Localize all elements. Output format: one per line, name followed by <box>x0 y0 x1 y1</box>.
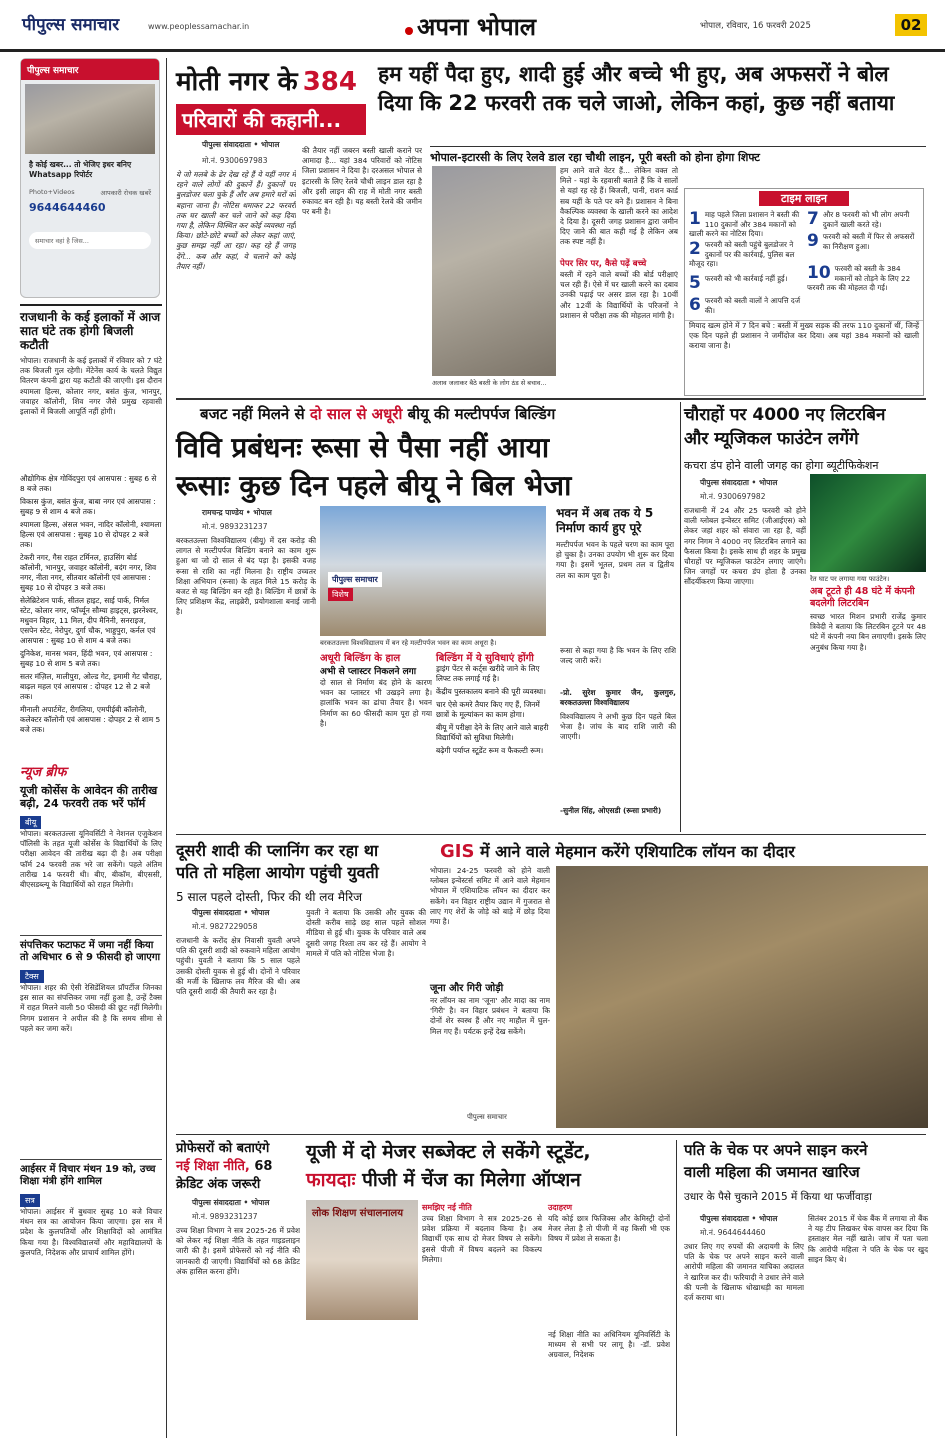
ug-quote: नई शिक्षा नीति का अधिनियम यूनिवर्सिटी के माध्यम से सभी पर लागू है। -डॉ. प्रवेश अग्रवाल, निदेशक <box>548 1330 670 1360</box>
gis-sub: जूना और गिरी जोड़ी <box>430 983 504 994</box>
timeline-text: फरवरी को बस्ती पहुंचे बुलडोजर ने दुकानों पर की कार्रवाई, पुलिस बल मौजूद रहा। <box>689 240 795 269</box>
list-item: औद्योगिक क्षेत्र गोविंदपुरा एवं आसपास : सुबह 6 से 8 बजे तक। <box>20 474 157 493</box>
section-title <box>405 10 536 43</box>
bu-body-2: दो साल से निर्माण बंद होने के कारण भवन का प्लास्टर भी उखड़ने लगा है। हालांकि भवन का ढांचा तैयार है। भवन निर्माण का 60 फीसदी काम पूरा हो गया है। <box>320 678 432 728</box>
power-cut-list <box>20 474 162 764</box>
bu-sub-2: बिल्डिंग में ये सुविधाएं होंगी <box>436 653 534 664</box>
brief-tag-1: बीयू <box>20 816 41 829</box>
whatsapp-ad[interactable] <box>20 58 160 298</box>
moti-number: 384 <box>302 67 357 97</box>
bu-side-headline: भवन में अब तक ये 5 निर्माण कार्य हुए पूरे <box>556 506 654 535</box>
check-headline-1: पति के चेक पर अपने साइन करने <box>684 1141 868 1159</box>
check-body-2: सितंबर 2015 में चेक बैंक में लगाया तो बैंक ने यह टीप लिखकर चेक वापस कर दिया कि हस्ताक्षर मेल नहीं खाते। जांच में पता चला कि आरोपी महिला ने पति के चेक पर खुद साइन किए थे। <box>808 1214 928 1264</box>
bu-kicker-a: बजट नहीं मिलने से <box>200 405 305 423</box>
timeline-item <box>807 210 919 232</box>
ug-sub-2: उदाहरण <box>548 1203 573 1212</box>
section-rule <box>176 398 926 400</box>
shaadi-headline-2: पति तो महिला आयोग पहुंची युवती <box>176 863 379 882</box>
bu-mobile: मो.नं. 9893231237 <box>202 522 268 531</box>
photo-credit: पीपुल्स समाचार <box>464 1112 510 1123</box>
list-item: बीयू में परीक्षा देने के लिए आने वाले बाहरी विद्यार्थियों को सुविधा मिलेगी। <box>436 723 549 742</box>
timeline-item <box>689 210 801 240</box>
check-headline-2: वाली महिला की जमानत खारिज <box>684 1163 860 1181</box>
brief-headline-2: संपत्तिकर फटाफट में जमा नहीं किया तो अधिभार 6 से 9 फीसदी हो जाएगा <box>20 935 162 964</box>
gis-tag: GIS <box>440 841 475 862</box>
list-item: मीनाली अपार्टमेंट, रीगलिया, एमपीईबी कॉलोनी, कलेक्टर कॉलोनी एवं आसपास : दोपहर 2 से शाम 5 बजे तक। <box>20 705 161 734</box>
chowk-mobile: मो.नं. 9300697982 <box>700 492 766 501</box>
bu-caption: बरकतउल्ला विश्वविद्यालय में बन रहे मल्टीपर्पज भवन का काम अधूरा है। <box>320 639 497 647</box>
timeline-item <box>689 296 801 318</box>
bu-kicker <box>200 404 670 424</box>
check-deck: उधार के पैसे चुकाने 2015 में किया था फर्जीवाड़ा <box>684 1191 872 1203</box>
prof-headline-2a: नई शिक्षा नीति, <box>176 1159 250 1174</box>
page-number: 02 <box>895 14 927 36</box>
timeline-item <box>689 274 801 296</box>
brief-body-2: भोपाल। शहर की ऐसी रेसिडेंशियल प्रॉपर्टीज जिनका इस साल का संपत्तिकर जमा नहीं हुआ है, उन्हें टैक्स में राहत मिलने वाली 50 फीसदी की छूट नहीं मिलेगी। निगम प्रशासन ने अपील की है कि समय सीमा से पहले कर जमा करें। <box>20 983 162 1033</box>
moti-kicker <box>176 62 371 98</box>
list-item: ड्राइंग पेंटर से कर्ट्स खरीदे जाने के लिए लिफ्ट तक लगाई गई है। <box>436 664 540 683</box>
timeline-num: 9 <box>807 231 819 251</box>
chowk-headline-2: और म्यूजिकल फाउंटेन लगेंगे <box>684 429 859 449</box>
ad-phone[interactable]: 9644644460 <box>29 201 106 214</box>
column-divider <box>680 402 681 832</box>
shaadi-body: राजधानी के करोंद क्षेत्र निवासी युवती अपने पति की दूसरी शादी को रुकवाने महिला आयोग पहुंची। युवती ने बताया कि 5 साल पहले उसकी दोस्ती युवक से हुई थी। दोनों ने परिवार की मर्जी के खिलाफ लव मैरिज की थी। अब पति दूसरी शादी की तैयारी कर रहा है। <box>176 936 300 997</box>
moti-col-2: की तैयार नहीं जबरन बस्ती खाली कराने पर आमादा है... यहां 384 परिवारों को नोटिस जिला प्रशासन ने दिया है। दरअसल भोपाल से इटारसी के लिए रेलवे चौथी लाइन डाल रहा है और इसी लाइन की राह में मोती नगर बस्ती रुकावट बन रही है। यह बस्ती रेलवे की जमीन पर बनी है। <box>302 146 422 217</box>
bu-headline-2: रूसाः कुछ दिन पहले बीयू ने बिल भेजा <box>176 469 572 502</box>
list-item: केंद्रीय पुस्तकालय बनाने की पूरी व्यवस्था। <box>436 687 546 696</box>
bu-quote-1: रूसा से कहा गया है कि भवन के लिए राशि जल्द जारी करें। <box>560 646 676 666</box>
moti-kicker-text: मोती नगर के <box>176 67 298 97</box>
timeline-label: टाइम लाइन <box>759 191 849 206</box>
bu-building-photo <box>320 506 546 636</box>
timeline-num: 6 <box>689 295 701 315</box>
ad-reporter-label: आपकारी रोचक खबरें <box>100 189 151 197</box>
brief-tag-3: सत्र <box>20 1194 40 1207</box>
moti-banner: परिवारों की कहानी... <box>176 104 366 135</box>
chowk-sub-body: स्वच्छ भारत मिशन प्रभारी राजेंद्र कुमार त्रिवेदी ने बताया कि लिटरबिन टूटने पर 48 घंटे में कंपनी नया बिन लगाएगी। इसके लिए अनुबंध किया गया है। <box>810 612 926 652</box>
ad-input[interactable]: समाचार वहां है जिस... <box>29 232 151 249</box>
timeline-text: फरवरी को बस्ती के 384 मकानों को तोड़ने के लिए 22 फरवरी तक की मोहलत दी गई। <box>807 264 911 293</box>
prof-body: उच्च शिक्षा विभाग ने सत्र 2025-26 में प्रवेश को लेकर नई शिक्षा नीति के तहत गाइडलाइन जारी की है। इसमें प्रोफेसरों को नई नीति की जानकारी दी जाएगी। विद्यार्थियों को 68 क्रेडिट अंक हासिल करना होंगे। <box>176 1226 300 1276</box>
timeline-item <box>807 232 919 264</box>
list-item: दुनिकेश, मानस भवन, हिंदी भवन, एवं आसपास : सुबह 10 से शाम 5 बजे तक। <box>20 649 153 668</box>
moti-headline: हम यहीं पैदा हुए, शादी हुई और बच्चे भी हुए, अब अफसरों ने बोल दिया कि 22 फरवरी तक चले जाओ, लेकिन कहां, कुछ नहीं बताया <box>378 62 895 115</box>
chowk-headline-1: चौराहों पर 4000 नए लिटरबिन <box>684 405 886 425</box>
prof-headline-1: प्रोफेसरों को बताएंगे <box>176 1141 270 1156</box>
gis-body: भोपाल। 24-25 फरवरी को होने वाली ग्लोबल इन्वेस्टर्स समिट में आने वाले मेहमान भोपाल में एशियाटिक लॉयन का दीदार कर सकेंगे। वन विहार राष्ट्रीय उद्यान में गुजरात से लाए गए शेरों के जोड़े को बाड़े में छोड़ दिया गया है। <box>430 866 550 927</box>
bu-side-body: मल्टीपर्पज भवन के पहले चरण का काम पूरा हो चुका है। उनका उपयोग भी शुरू कर दिया गया है। इसमें भूतल, प्रथम तल व द्वितीय तल का काम पूरा है। <box>556 540 674 580</box>
bu-kicker-c: बीयू की मल्टीपर्पज बिल्डिंग <box>407 405 556 423</box>
moti-col-1: ये जो मलबे के ढेर देख रहे हैं ये यहीं नगर में रहने वाले लोगों की दुकानें हैं। दुकानों पर बुलडोजर चला चुके हैं और अब हमारे घरों को बहाना जाना है। नोटिस थमाकर 22 फरवरी तक घर खाली कर चले जाने को कह दिया गया है, लेकिन विस्थित कर कोई व्यवस्था नहीं किया। छोटे-छोटे बच्चों को लेकर कहां जाएं, कुछ समझ नहीं आ रहा। कह रहे हैं जगह देंगे... कब और कहां, ये चलाने को कोई तैयार नहीं। <box>176 170 296 271</box>
list-item: टेकरी नगर, गैस राहत टर्मिनल, हाउसिंग बोर्ड कॉलोनी, भानपुर, जवाहर कॉलोनी, बदंग नगर, शिव नगर, नीता नगर, सीतवार कॉलोनी एवं आसपास : सुबह 10 से दोपहर 3 बजे तक। <box>20 553 157 592</box>
moti-photo <box>432 166 556 376</box>
shaadi-headline-1: दूसरी शादी की प्लानिंग कर रहा था <box>176 841 379 860</box>
timeline-text: फरवरी को भी कार्रवाई नहीं हुई। <box>704 274 788 283</box>
timeline-num: 2 <box>689 239 701 259</box>
chowk-deck: कचरा डंप होने वाली जगह का होगा ब्यूटीफिकेशन <box>684 459 879 472</box>
list-item: श्यामला हिल्स, अंसल भवन, नादिर कॉलोनी, श्यामला हिल्स एवं आसपास : सुबह 10 से दोपहर 2 बजे तक। <box>20 520 162 549</box>
ug-headline-2a: फायदाः <box>306 1169 356 1191</box>
ug-headline-2 <box>306 1168 666 1192</box>
news-brief-label: न्यूज ब्रीफ <box>20 765 67 780</box>
check-mobile: मो.नं. 9644644460 <box>700 1228 766 1237</box>
moti-byline: पीपुल्स संवाददाता • भोपाल <box>202 140 280 149</box>
timeline-text: और 8 फरवरी को भी लोग अपनी दुकानें खाली करते रहे। <box>822 210 910 229</box>
ad-photo-label: Photo+Videos <box>29 188 75 196</box>
list-item: बढ़ेगी पर्याप्त स्टूडेंट रूम व फैकल्टी रूम। <box>436 746 544 755</box>
section-dot-icon <box>405 27 413 35</box>
bu-sub-1: अधूरी बिल्डिंग के हाल <box>320 653 401 664</box>
ug-body: उच्च शिक्षा विभाग ने सत्र 2025-26 से प्रवेश प्रक्रिया में बदलाव किया है। अब विद्यार्थी एक साथ दो मेजर विषय ले सकेंगे। इससे पीजी में विषय बदलने का विकल्प मिलेगा। <box>422 1214 542 1264</box>
list-item: सेलेब्रिटेशन पार्क, सीतल हाइट, साई पार्क, निर्मल स्टेट, कोलार नगर, फॉर्च्यून सौम्या हाइट्स, झरनेश्वर, मधुवन विहार, 11 मिल, दीप मैनिनी, सनराइज, एसपेन स्टेट, नेरोपुर, दुर्गा चौक, भाड्डपुरा, कर्नल एवं आसपास : सुबह 10 से शाम 4 बजे तक। <box>20 596 159 645</box>
timeline-num: 7 <box>807 209 819 229</box>
lok-sign-text: लोक शिक्षण संचालनालय <box>312 1208 404 1219</box>
shaadi-mobile: मो.नं. 9827229058 <box>192 922 258 931</box>
power-cut-body: भोपाल। राजधानी के कई इलाकों में रविवार को 7 घंटे तक बिजली गुल रहेगी। मेंटेनेंस कार्य के चलते विद्युत वितरण कंपनी द्वारा यह कटौती की जाएगी। इस दौरान श्यामला हिल्स, कोलार नगर, बसंत कुंज, भानपुर, जवाहर कॉलोनी, शिव नगर जैसे प्रमुख रहवासी इलाकों में बिजली आपूर्ति नहीं होगी। <box>20 356 162 417</box>
moti-deck: भोपाल-इटारसी के लिए रेलवे डाल रहा चौथी लाइन, पूरी बस्ती को होना होगा शिफ्ट <box>430 146 926 165</box>
ug-sub: समझिए नई नीति <box>422 1203 472 1212</box>
shaadi-byline: पीपुल्स संवाददाता • भोपाल <box>192 908 270 917</box>
timeline-box <box>684 188 924 396</box>
list-item: विकास कुंज, बसंत कुंज, बाबा नगर एवं आसपास : सुबह 9 से शाम 4 बजे तक। <box>20 497 156 516</box>
lok-building-photo <box>306 1200 418 1320</box>
prof-headline-3: क्रेडिट अंक जरूरी <box>176 1177 261 1192</box>
moti-col-3: हम आने वाले वेटर हैं... लेकिन वक्त तो मिले - यहां के रहवासी बताते हैं कि वे सालों से यहां रह रहे हैं। बिजली, पानी, राशन कार्ड सब यहीं के पते पर बने हैं। प्रशासन ने बिना वैकल्पिक व्यवस्था के खाली करने का आदेश दे दिया है। दूसरी जगह प्रशासन द्वारा जमीन दिए जाने की बात कही गई है लेकिन अब तक स्पष्ट नहीं है। <box>560 166 678 247</box>
list-item: चार ऐसे कमरे तैयार किए गए हैं, जिनमें छात्रों के मूल्यांकन का काम होगा। <box>436 700 540 719</box>
moti-caption: अलाव जलाकर बैठे बस्ती के लोग ठंड से बचाव... <box>432 379 547 387</box>
timeline-text: फरवरी को बस्ती वालों ने आपत्ति दर्ज की। <box>704 296 801 315</box>
photo-watermark: पीपुल्स समाचार <box>328 572 382 587</box>
news-brief <box>20 762 162 1347</box>
bu-quote-1-by: -प्रो. सुरेश कुमार जैन, कुलगुरु, बरकतउल्ला विश्वविद्यालय <box>560 688 676 708</box>
section-rule <box>176 1134 926 1135</box>
ad-text: है कोई खबर... तो भेजिए इधर बनिए Whatsapp रिपोर्टर <box>29 160 132 179</box>
check-body: उधार लिए गए रुपयों की अदायगी के लिए पति के चेक पर अपने साइन करने वाली आरोपी महिला की जमानत याचिका अदालत ने खारिज कर दी। फरियादी ने उधार लेने वाले की पत्नी के खिलाफ धोखाधड़ी का मामला दर्ज कराया था। <box>684 1242 804 1303</box>
brief-headline-1: यूजी कोर्सेस के आवेदन की तारीख बढ़ी, 24 फरवरी तक भरें फॉर्म <box>20 784 158 810</box>
left-story-power-cut <box>20 304 162 764</box>
ad-photo <box>25 84 155 154</box>
column-divider <box>676 1140 677 1436</box>
brief-tag-2: टैक्स <box>20 970 44 983</box>
brief-body-3: भोपाल। आईसर में बुधवार सुबह 10 बजे विचार मंथन सत्र का आयोजन किया जाएगा। इस सत्र में प्रदेश के कुलपतियों और शिक्षाविदों को आमंत्रित किया गया है। विश्वविद्यालयों और महाविद्यालयों के कुलपति, निदेशक और प्राचार्य शामिल होंगे। <box>20 1207 162 1257</box>
site-url[interactable]: www.peoplessamachar.in <box>148 22 250 31</box>
prof-headline-2 <box>176 1158 296 1175</box>
chowk-sub: अब टूटते ही 48 घंटे में कंपनी बदलेगी लिटरबिन <box>810 586 915 609</box>
moti-col-4: बस्ती में रहने वाले बच्चों की बोर्ड परीक्षाएं चल रही हैं। ऐसे में घर खाली करने का दबाव उनकी पढ़ाई पर असर डाल रहा है। 10वीं और 12वीं के विद्यार्थियों के परिजनों ने प्रशासन से परीक्षा तक की मोहलत मांगी है। <box>560 270 678 320</box>
check-byline: पीपुल्स संवाददाता • भोपाल <box>700 1214 778 1223</box>
ad-brand: पीपुल्स समाचार <box>21 59 159 80</box>
bu-quote-2-by: -सुनील सिंह, ओएसडी (रूसा प्रभारी) <box>560 806 662 815</box>
shaadi-deck: 5 साल पहले दोस्ती, फिर की थी लव मैरिज <box>176 890 363 904</box>
shaadi-body-2: युवती ने बताया कि उसकी और युवक की दोस्ती करीब साढ़े छह साल पहले सोशल मीडिया से हुई थी। युवक के परिवार वाले अब दूसरी जगह रिश्ता तय कर रहे हैं। आयोग ने मामले में पति को नोटिस भेजा है। <box>306 908 426 958</box>
chowk-byline: पीपुल्स संवाददाता • भोपाल <box>700 478 778 487</box>
newspaper-logo: पीपुल्स समाचार <box>22 15 120 35</box>
section-label: अपना भोपाल <box>417 13 537 41</box>
chowk-body: राजधानी में 24 और 25 फरवरी को होने वाली ग्लोबल इन्वेस्टर समिट (जीआईएस) को लेकर जहां शहर को संवारा जा रहा है, वहीं नगर निगम ने 4000 नए लिटरबिन लगाने का फैसला किया है। इसके साथ ही शहर के प्रमुख चौराहों पर म्यूजिकल फाउंटेन लगाए जाएंगे। जिन जगहों पर कचरा डंप होता है उनका सौंदर्यीकरण किया जाएगा। <box>684 506 806 587</box>
section-rule <box>176 834 926 835</box>
prof-byline: पीपुल्स संवाददाता • भोपाल <box>192 1198 270 1207</box>
fountain-caption: रेत घाट पर लगाया गया फाउंटेन। <box>810 575 890 583</box>
timeline-num: 1 <box>689 209 701 229</box>
ug-headline-1: यूजी में दो मेजर सब्जेक्ट ले सकेंगे स्टूडेंट, <box>306 1141 591 1163</box>
gis-headline <box>440 840 930 862</box>
bu-byline: रामचन्द्र पाण्डेय • भोपाल <box>202 508 272 517</box>
gis-headline-text: में आने वाले मेहमान करेंगे एशियाटिक लॉयन का दीदार <box>480 842 795 861</box>
timeline-text: फरवरी को बस्ती में फिर से अफसरों का निरीक्षण हुआ। <box>822 232 915 251</box>
power-cut-headline: राजधानी के कई इलाकों में आज सात घंटे तक होगी बिजली कटौती <box>20 304 162 352</box>
photo-tag: विशेष <box>328 588 353 601</box>
bu-kicker-b: दो साल से अधूरी <box>309 405 403 423</box>
gis-body-2: नर लॉयन का नाम 'जूना' और मादा का नाम 'गिरी' है। वन विहार प्रबंधन ने बताया कि दोनों शेर स्वस्थ हैं और नए माहौल में घुल-मिल गए हैं। पर्यटक इन्हें देख सकेंगे। <box>430 996 550 1036</box>
ug-headline-2b: पीजी में चेंज का मिलेगा ऑप्शन <box>362 1169 581 1191</box>
brief-body-1: भोपाल। बरकतउल्ला यूनिवर्सिटी ने नेशनल एजुकेशन पॉलिसी के तहत यूजी कोर्सेस के विद्यार्थियों के लिए परीक्षा आवेदन की तारीख बढ़ा दी है। अब परीक्षा फॉर्म 24 फरवरी तक भरे जा सकेंगे। पहले अंतिम तारीख 14 फरवरी थी। बीए, बीकॉम, बीएससी, बीएसडब्ल्यू के विद्यार्थियों को राहत मिलेगी। <box>20 829 162 890</box>
bu-facilities <box>436 664 554 828</box>
fountain-photo <box>810 474 926 572</box>
timeline-item <box>689 240 801 274</box>
timeline-note: मियाद खत्म होने में 7 दिन बचे : बस्ती में मुख्य सड़क की तरफ 110 दुकानों थीं, जिन्हें एक दिन पहले ही प्रशासन ने जमींदोज कर दिया। अब यहां 384 मकानों को खाली कराया जाना है। <box>685 320 923 370</box>
brief-headline-3: आईसर में विचार मंथन 19 को, उच्च शिक्षा मंत्री होंगे शामिल <box>20 1159 162 1188</box>
prof-headline-2b: 68 <box>254 1159 273 1174</box>
moti-sub: पेपर सिर पर, कैसे पढ़ें बच्चे <box>560 259 647 269</box>
dateline: भोपाल, रविवार, 16 फरवरी 2025 <box>700 21 811 31</box>
bu-quote-2: विश्वविद्यालय ने अभी कुछ दिन पहले बिल भेजा है। जांच के बाद राशि जारी की जाएगी। <box>560 712 676 742</box>
ug-body-2: यदि कोई छात्र फिजिक्स और केमिस्ट्री दोनों मेजर लेता है तो पीजी में वह किसी भी एक विषय में प्रवेश ले सकता है। <box>548 1214 670 1244</box>
timeline-text: माह पहले जिला प्रशासन ने बस्ती की 110 दुकानों और 384 मकानों को खाली करने का नोटिस दिया। <box>689 210 800 239</box>
bu-headline-1: विवि प्रबंधनः रूसा से पैसा नहीं आया <box>176 431 550 464</box>
timeline-item <box>807 264 919 304</box>
timeline-num: 5 <box>689 273 701 293</box>
column-divider <box>166 58 167 1438</box>
prof-mobile: मो.नं. 9893231237 <box>192 1212 258 1221</box>
moti-mobile: मो.नं. 9300697983 <box>202 156 268 165</box>
list-item: सतर मंज़िल, मालीपुरा, ओल्ड गेट, इमामी गेट चौराहा, बाढ़ल महल एवं आसपास : दोपहर 12 से 2 बजे तक। <box>20 672 162 701</box>
timeline-num: 10 <box>807 263 831 283</box>
bu-sub-1b: अभी से प्लास्टर निकलने लगा <box>320 667 417 677</box>
bu-body: बरकतउल्ला विश्वविद्यालय (बीयू) में दस करोड़ की लागत से मल्टीपर्पज बिल्डिंग बनाने का काम शुरू हुआ था जो दो साल से बंद पड़ा है। इसकी वजह रूसा से राशि का नहीं मिलना है। राष्ट्रीय उच्चतर शिक्षा अभियान (रूसा) के तहत मिले 15 करोड़ के बजट से यह बिल्डिंग बन रही है। बिल्डिंग में छात्रों के लिए प्रशिक्षण केंद्र, लाइब्रेरी, प्रयोगशाला बनाई जानी है। <box>176 536 316 617</box>
